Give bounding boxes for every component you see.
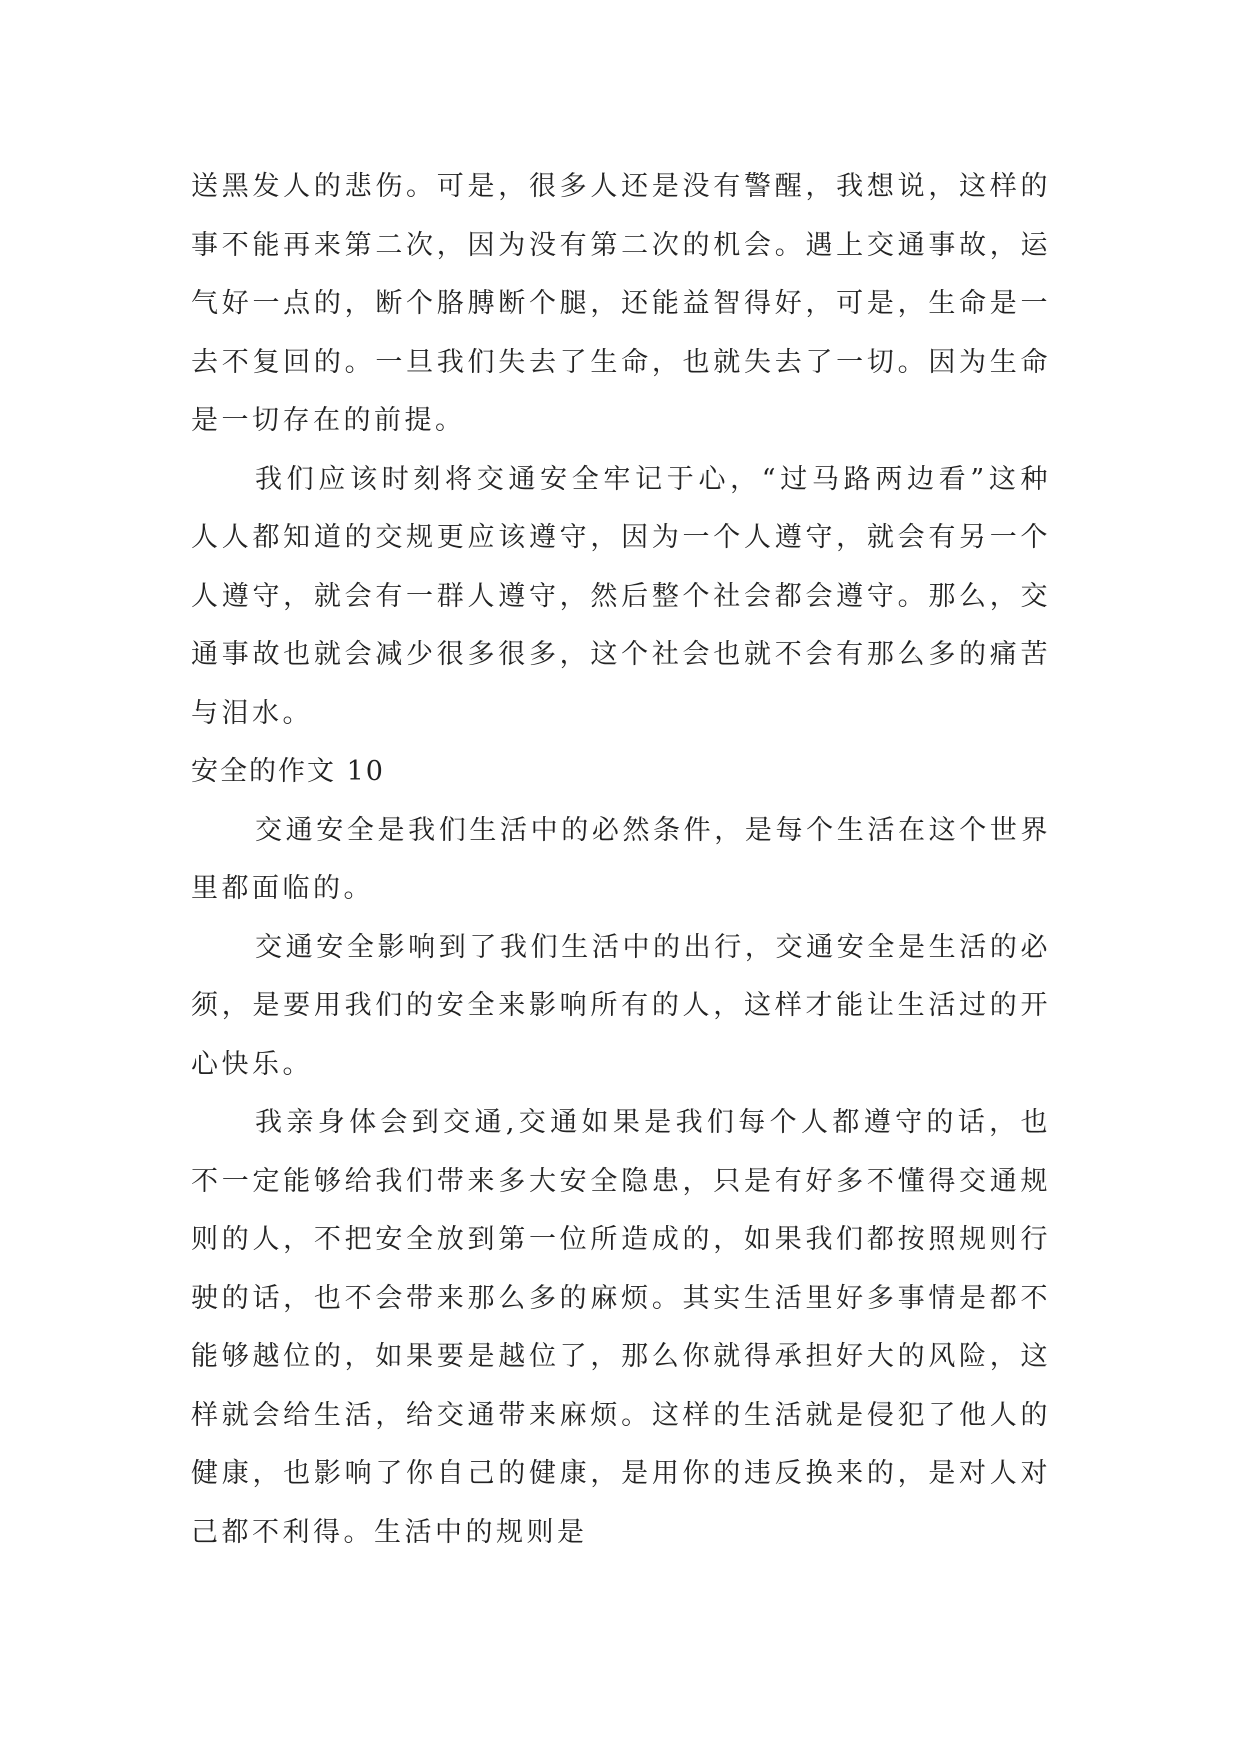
paragraph-traffic-rules: 我们应该时刻将交通安全牢记于心，“过马路两边看”这种人人都知道的交规更应该遵守，因为一个人遵守，就会有另一个人遵守，就会有一群人遵守，然后整个社会都会遵守。那么，交通事故也就会减少很多很多，这个社会也就不会有那么多的痛苦与泪水。 (191, 463, 1051, 729)
document-body (191, 158, 1051, 1562)
paragraph-personal-experience: 我亲身体会到交通,交通如果是我们每个人都遵守的话，也不一定能够给我们带来多大安全隐患，只是有好多不懂得交通规则的人，不把安全放到第一位所造成的，如果我们都按照规则行驶的话，也不会带来那么多的麻烦。其实生活里好多事情是都不能够越位的，如果要是越位了，那么你就得承担好大的风险，这样就会给生活，给交通带来麻烦。这样的生活就是侵犯了他人的健康，也影响了你自己的健康，是用你的违反换来的，是对人对己都不利得。生活中的规则是 (191, 1107, 1051, 1548)
essay-title: 安全的作文 10 (191, 756, 385, 787)
paragraph-continuation: 送黑发人的悲伤。可是，很多人还是没有警醒，我想说，这样的事不能再来第二次，因为没有第二次的机会。遇上交通事故，运气好一点的，断个胳膊断个腿，还能益智得好，可是，生命是一去不复回的。一旦我们失去了生命，也就失去了一切。因为生命是一切存在的前提。 (191, 171, 1051, 436)
paragraph-traffic-safety-impact: 交通安全影响到了我们生活中的出行，交通安全是生活的必须，是要用我们的安全来影响所有的人，这样才能让生活过的开心快乐。 (191, 931, 1051, 1080)
paragraph-traffic-safety-intro: 交通安全是我们生活中的必然条件，是每个生活在这个世界里都面临的。 (191, 814, 1051, 904)
